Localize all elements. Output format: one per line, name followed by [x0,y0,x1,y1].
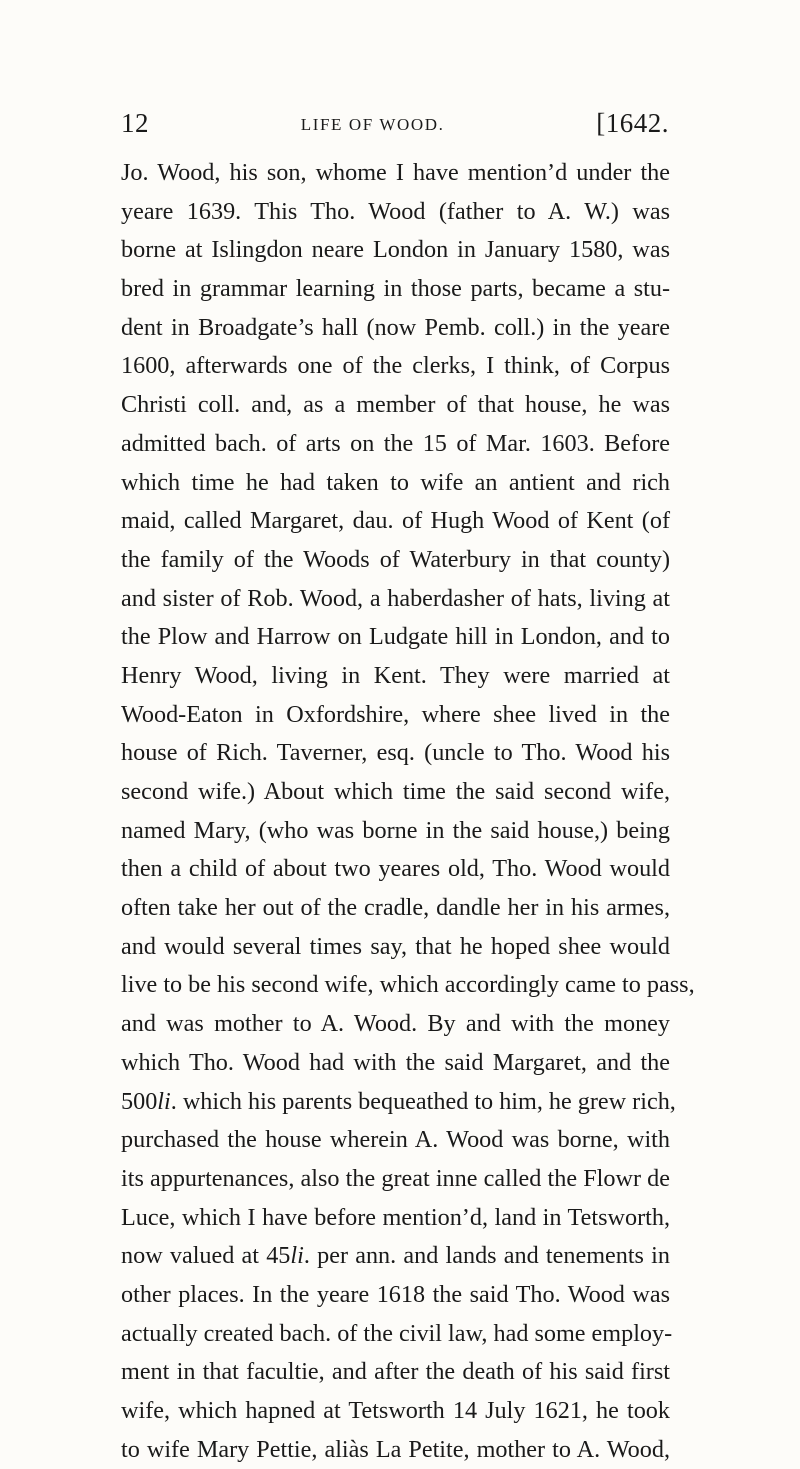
text-line: which time he had taken to wife an antient and rich [121,468,670,496]
text-line: Jo. Wood, his son, whome I have mention’d under the [121,159,670,186]
text-line: the Plow and Harrow on Ludgate hill in London, and to [121,623,670,651]
text-line: second wife.) About which time the said second wife, [121,778,670,805]
text-line: then a child of about two yeares old, Tho. Wood would [121,855,670,883]
text-line: its appurtenances, also the great inne called the Flowr de [121,1164,670,1192]
text-line: other places. In the yeare 1618 the said Tho. Wood was [121,1280,670,1308]
text-line: and sister of Rob. Wood, a haberdasher of hats, living at [121,584,670,612]
text-line: and was mother to A. Wood. By and with the money [121,1010,670,1038]
text-line: borne at Islingdon neare London in January 1580, was [121,236,670,264]
text-line: purchased the house wherein A. Wood was borne, with [121,1126,670,1154]
text-line: house of Rich. Taverner, esq. (uncle to Tho. Wood his [121,739,670,767]
text-line: now valued at 45li. per ann. and lands and tenements in [121,1242,670,1270]
text-line: and would several times say, that he hoped shee would [121,932,670,960]
text-line: the family of the Woods of Waterbury in that county) [121,545,670,573]
text-line: live to be his second wife, which accordingly came to pass, [121,971,695,999]
header-year: [1642. [596,108,669,138]
page-header [121,108,669,144]
text-line: wife, which hapned at Tetsworth 14 July 1621, he took [121,1397,670,1424]
running-head: LIFE OF WOOD. [300,115,445,134]
text-line: named Mary, (who was borne in the said house,) being [121,816,670,844]
text-line: to wife Mary Pettie, aliàs La Petite, mother to A. Wood, [121,1435,670,1463]
text-line: Christi coll. and, as a member of that house, he was [121,391,670,419]
text-line: admitted bach. of arts on the 15 of Mar. 1603. Before [121,429,670,457]
text-line: maid, called Margaret, dau. of Hugh Wood of Kent (of [121,507,670,535]
text-line: 1600, afterwards one of the clerks, I think, of Corpus [121,352,670,380]
page-number: 12 [121,108,149,138]
text-line: which Tho. Wood had with the said Margaret, and the [121,1048,670,1076]
text-line: bred in grammar learning in those parts, became a stu- [121,275,670,303]
text-line: Wood-Eaton in Oxfordshire, where shee lived in the [121,700,670,728]
text-line: Luce, which I have before mention’d, land in Tetsworth, [121,1203,670,1231]
text-line: 500li. which his parents bequeathed to him, he grew rich, [121,1087,676,1115]
text-line: often take her out of the cradle, dandle her in his armes, [121,894,670,922]
text-line: ment in that facultie, and after the death of his said first [121,1358,670,1386]
body-text [121,154,695,1469]
text-line: Henry Wood, living in Kent. They were married at [121,661,670,689]
text-line: dent in Broadgate’s hall (now Pemb. coll.) in the yeare [121,313,670,341]
text-line: yeare 1639. This Tho. Wood (father to A. W.) was [121,197,670,225]
text-line: actually created bach. of the civil law, had some employ- [121,1319,673,1347]
